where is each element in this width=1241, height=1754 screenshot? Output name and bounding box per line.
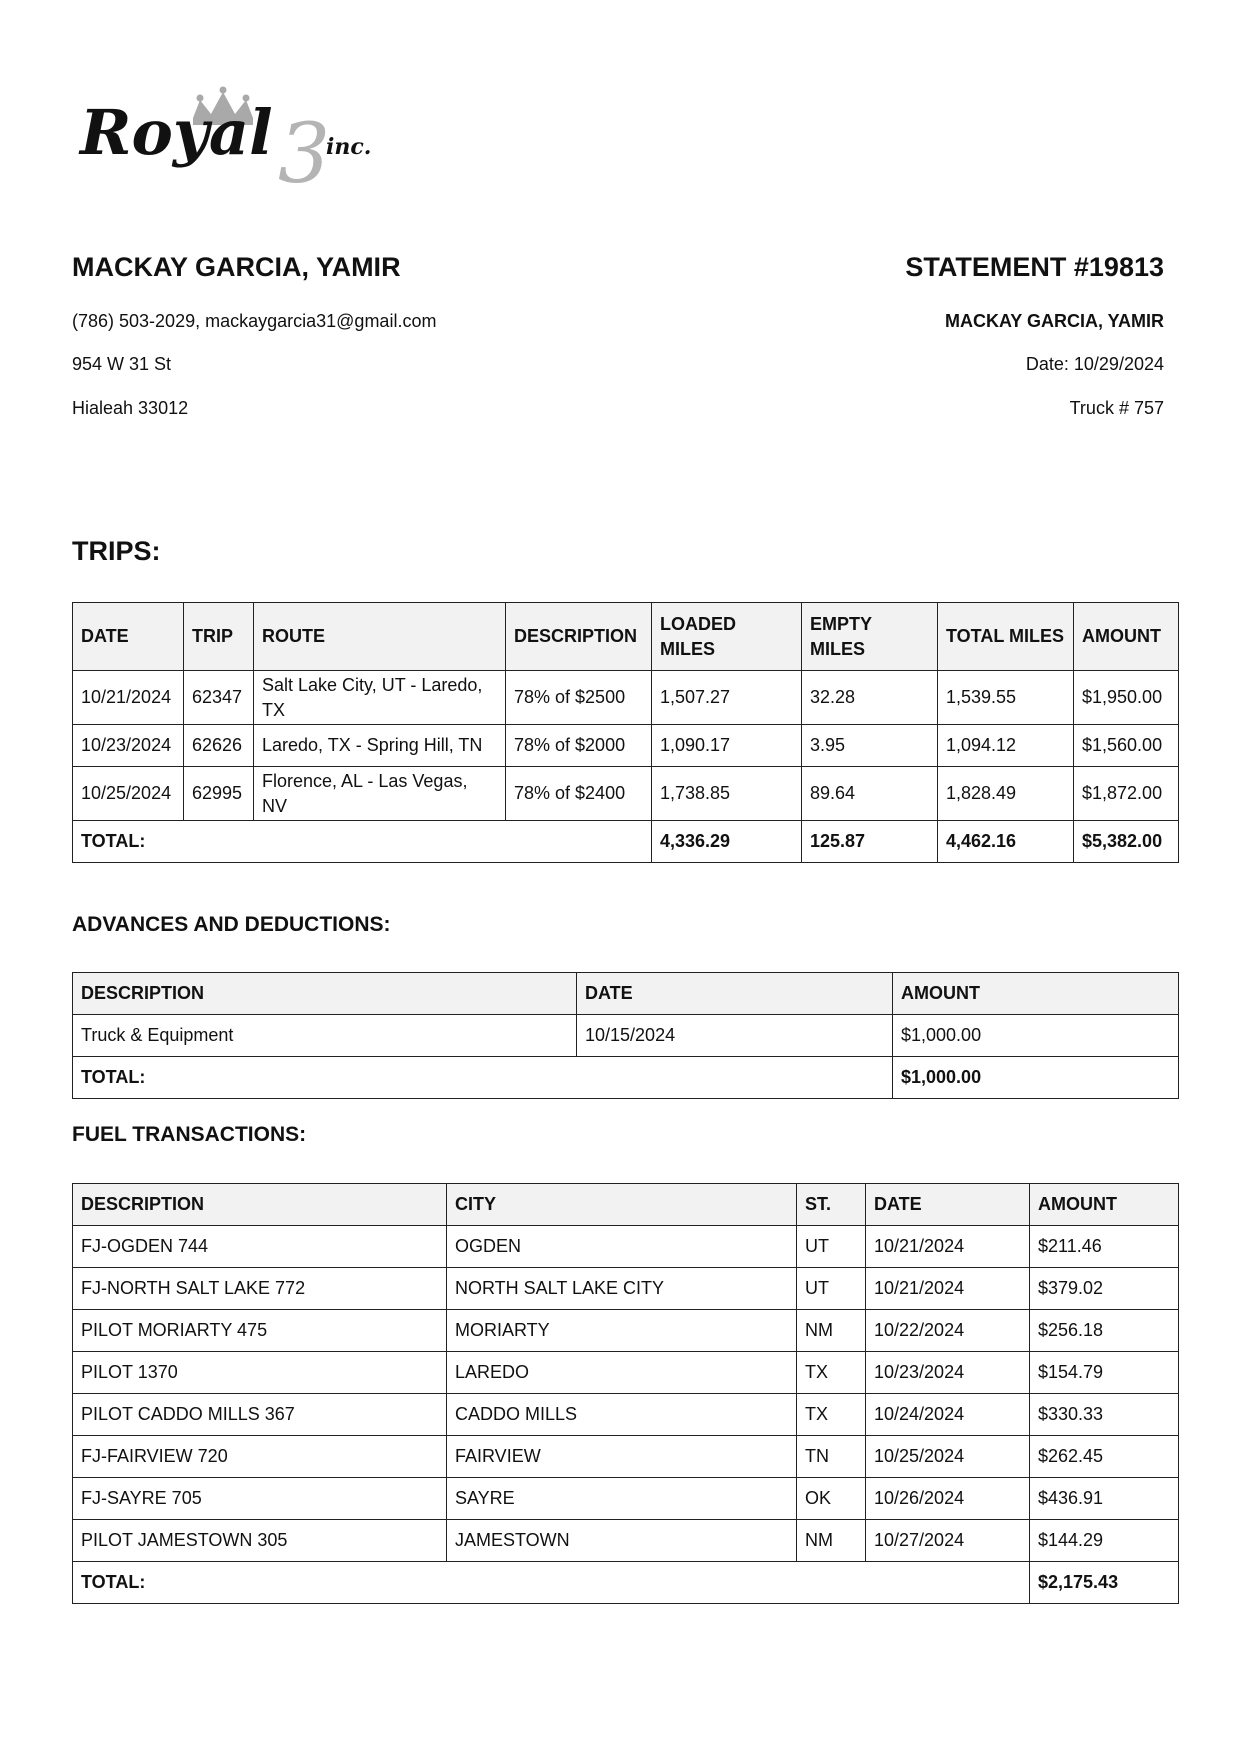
driver-name: MACKAY GARCIA, YAMIR [72, 252, 401, 282]
trip-description: 78% of $2400 [506, 767, 652, 821]
trips-total-amount: $5,382.00 [1074, 821, 1179, 863]
fuel-city: OGDEN [447, 1226, 797, 1268]
svg-text:inc.: inc. [326, 134, 372, 160]
trip-description: 78% of $2000 [506, 725, 652, 767]
fuel-date: 10/24/2024 [866, 1394, 1030, 1436]
trips-title: TRIPS: [72, 536, 161, 566]
trips-header-row [73, 603, 1179, 671]
trips-total-empty: 125.87 [802, 821, 938, 863]
table-row [73, 1520, 1179, 1562]
trip-route: Laredo, TX - Spring Hill, TN [254, 725, 506, 767]
fuel-header-row [73, 1184, 1179, 1226]
fuel-state: TN [797, 1436, 866, 1478]
fuel-state: TX [797, 1394, 866, 1436]
fuel-state: UT [797, 1268, 866, 1310]
fuel-description: FJ-SAYRE 705 [73, 1478, 447, 1520]
table-row [73, 1310, 1179, 1352]
fuel-amount: $330.33 [1030, 1394, 1179, 1436]
fuel-amount: $436.91 [1030, 1478, 1179, 1520]
trip-total-miles: 1,828.49 [938, 767, 1074, 821]
fuel-description: PILOT CADDO MILLS 367 [73, 1394, 447, 1436]
trip-loaded-miles: 1,738.85 [652, 767, 802, 821]
trips-total-row [73, 821, 1179, 863]
fuel-header-state: ST. [797, 1184, 866, 1226]
fuel-total-label: TOTAL: [73, 1562, 1030, 1604]
fuel-header-amount: AMOUNT [1030, 1184, 1179, 1226]
trip-route: Salt Lake City, UT - Laredo, TX [254, 671, 506, 725]
fuel-description: FJ-OGDEN 744 [73, 1226, 447, 1268]
fuel-amount: $379.02 [1030, 1268, 1179, 1310]
table-row [73, 725, 1179, 767]
fuel-description: FJ-FAIRVIEW 720 [73, 1436, 447, 1478]
fuel-header-description: DESCRIPTION [73, 1184, 447, 1226]
statement-date: Date: 10/29/2024 [1025, 354, 1164, 374]
trips-header-empty-miles: EMPTY MILES [802, 603, 938, 671]
trips-total-label: TOTAL: [73, 821, 652, 863]
fuel-amount: $256.18 [1030, 1310, 1179, 1352]
fuel-date: 10/26/2024 [866, 1478, 1030, 1520]
trips-total-miles: 4,462.16 [938, 821, 1074, 863]
fuel-city: LAREDO [447, 1352, 797, 1394]
fuel-description: PILOT MORIARTY 475 [73, 1310, 447, 1352]
fuel-city: JAMESTOWN [447, 1520, 797, 1562]
fuel-date: 10/27/2024 [866, 1520, 1030, 1562]
trips-header-trip: TRIP [184, 603, 254, 671]
fuel-state: OK [797, 1478, 866, 1520]
table-row [73, 1226, 1179, 1268]
fuel-total-amount: $2,175.43 [1030, 1562, 1179, 1604]
fuel-city: MORIARTY [447, 1310, 797, 1352]
trips-table [72, 602, 1179, 863]
fuel-description: FJ-NORTH SALT LAKE 772 [73, 1268, 447, 1310]
fuel-state: NM [797, 1310, 866, 1352]
trips-header-amount: AMOUNT [1074, 603, 1179, 671]
advances-header-amount: AMOUNT [893, 973, 1179, 1015]
fuel-date: 10/22/2024 [866, 1310, 1030, 1352]
fuel-amount: $262.45 [1030, 1436, 1179, 1478]
advances-header-date: DATE [577, 973, 893, 1015]
trip-amount: $1,560.00 [1074, 725, 1179, 767]
table-row [73, 1394, 1179, 1436]
table-row [73, 671, 1179, 725]
fuel-city: FAIRVIEW [447, 1436, 797, 1478]
table-row [73, 1352, 1179, 1394]
fuel-amount: $211.46 [1030, 1226, 1179, 1268]
driver-contact: (786) 503-2029, mackaygarcia31@gmail.com [72, 311, 437, 331]
fuel-amount: $154.79 [1030, 1352, 1179, 1394]
statement-truck: Truck # 757 [1069, 398, 1164, 418]
fuel-city: NORTH SALT LAKE CITY [447, 1268, 797, 1310]
table-row [73, 1478, 1179, 1520]
fuel-header-city: CITY [447, 1184, 797, 1226]
trips-header-loaded-miles: LOADED MILES [652, 603, 802, 671]
trip-number: 62995 [184, 767, 254, 821]
fuel-date: 10/21/2024 [866, 1268, 1030, 1310]
advance-description: Truck & Equipment [73, 1015, 577, 1057]
trip-empty-miles: 89.64 [802, 767, 938, 821]
trips-header-date: DATE [73, 603, 184, 671]
fuel-state: UT [797, 1226, 866, 1268]
fuel-date: 10/21/2024 [866, 1226, 1030, 1268]
trip-route: Florence, AL - Las Vegas, NV [254, 767, 506, 821]
trips-header-route: ROUTE [254, 603, 506, 671]
trip-number: 62347 [184, 671, 254, 725]
table-row [73, 767, 1179, 821]
trip-loaded-miles: 1,507.27 [652, 671, 802, 725]
company-logo [78, 80, 398, 190]
advances-total-label: TOTAL: [73, 1057, 893, 1099]
table-row [73, 1268, 1179, 1310]
trip-empty-miles: 32.28 [802, 671, 938, 725]
statement-name: MACKAY GARCIA, YAMIR [944, 311, 1164, 331]
trip-amount: $1,950.00 [1074, 671, 1179, 725]
trip-description: 78% of $2500 [506, 671, 652, 725]
trip-loaded-miles: 1,090.17 [652, 725, 802, 767]
trip-number: 62626 [184, 725, 254, 767]
fuel-state: TX [797, 1352, 866, 1394]
table-row [73, 1015, 1179, 1057]
trip-date: 10/21/2024 [73, 671, 184, 725]
fuel-state: NM [797, 1520, 866, 1562]
trips-header-total-miles: TOTAL MILES [938, 603, 1074, 671]
trips-header-description: DESCRIPTION [506, 603, 652, 671]
fuel-table [72, 1183, 1179, 1604]
crown-logo-icon [78, 80, 398, 190]
advances-total-amount: $1,000.00 [893, 1057, 1179, 1099]
fuel-title: FUEL TRANSACTIONS: [72, 1123, 307, 1146]
trip-date: 10/25/2024 [73, 767, 184, 821]
trip-amount: $1,872.00 [1074, 767, 1179, 821]
fuel-description: PILOT 1370 [73, 1352, 447, 1394]
advances-title: ADVANCES AND DEDUCTIONS: [72, 913, 391, 936]
trip-date: 10/23/2024 [73, 725, 184, 767]
trip-total-miles: 1,094.12 [938, 725, 1074, 767]
driver-address-line2: Hialeah 33012 [72, 398, 189, 418]
fuel-header-date: DATE [866, 1184, 1030, 1226]
fuel-total-row [73, 1562, 1179, 1604]
driver-address-line1: 954 W 31 St [72, 354, 172, 374]
svg-text:Royal: Royal [80, 96, 273, 169]
trips-total-loaded: 4,336.29 [652, 821, 802, 863]
fuel-description: PILOT JAMESTOWN 305 [73, 1520, 447, 1562]
fuel-city: SAYRE [447, 1478, 797, 1520]
trip-empty-miles: 3.95 [802, 725, 938, 767]
advances-table [72, 972, 1179, 1099]
fuel-amount: $144.29 [1030, 1520, 1179, 1562]
statement-title: STATEMENT #19813 [905, 252, 1164, 282]
advances-total-row [73, 1057, 1179, 1099]
advances-header-row [73, 973, 1179, 1015]
table-row [73, 1436, 1179, 1478]
advance-amount: $1,000.00 [893, 1015, 1179, 1057]
fuel-date: 10/25/2024 [866, 1436, 1030, 1478]
fuel-date: 10/23/2024 [866, 1352, 1030, 1394]
fuel-city: CADDO MILLS [447, 1394, 797, 1436]
trip-total-miles: 1,539.55 [938, 671, 1074, 725]
advances-header-description: DESCRIPTION [73, 973, 577, 1015]
svg-text:3: 3 [278, 107, 331, 190]
advance-date: 10/15/2024 [577, 1015, 893, 1057]
